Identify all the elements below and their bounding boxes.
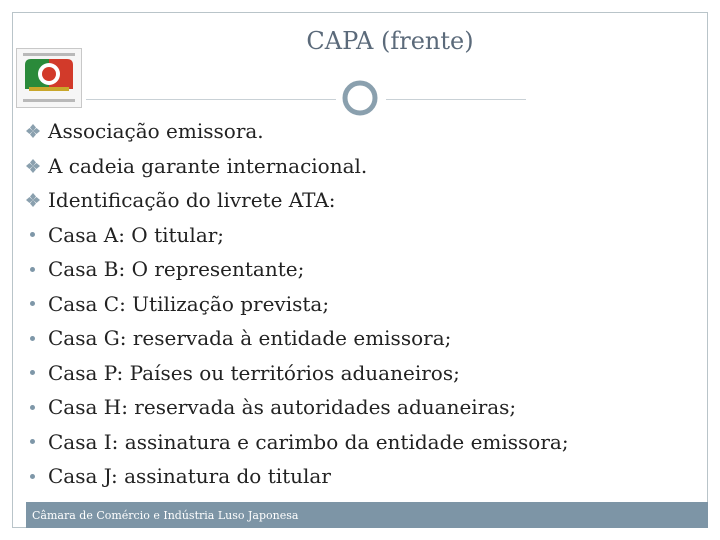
logo-caption-bottom	[23, 99, 75, 102]
list-item	[26, 425, 706, 460]
slide-title: CAPA (frente)	[306, 27, 474, 55]
footer-text: Câmara de Comércio e Indústria Luso Japonesa	[32, 509, 299, 522]
footer-bar	[26, 502, 708, 528]
dot-bullet-icon	[26, 294, 44, 314]
ring-ornament-icon	[340, 78, 380, 118]
list-item-text: Casa I: assinatura e carimbo da entidade emissora;	[48, 429, 569, 454]
list-item	[26, 218, 706, 253]
list-item-text: Casa A: O titular;	[48, 222, 225, 247]
title-rule-right	[386, 99, 526, 100]
chamber-logo	[16, 48, 82, 108]
diamond-bullet-icon	[26, 156, 44, 176]
bullet-list	[26, 114, 706, 494]
list-item-text: Casa G: reservada à entidade emissora;	[48, 326, 452, 351]
title-rule-left	[86, 99, 336, 100]
dot-bullet-icon	[26, 225, 44, 245]
list-item-text: A cadeia garante internacional.	[48, 153, 368, 178]
list-item	[26, 321, 706, 356]
diamond-bullet-icon	[26, 190, 44, 210]
list-item-text: Casa J: assinatura do titular	[48, 464, 331, 489]
dot-bullet-icon	[26, 432, 44, 452]
dot-bullet-icon	[26, 466, 44, 486]
list-item	[26, 287, 706, 322]
dot-bullet-icon	[26, 363, 44, 383]
list-item	[26, 356, 706, 391]
list-item-text: Casa B: O representante;	[48, 257, 305, 282]
logo-emblem-icon	[19, 49, 79, 97]
list-item	[26, 252, 706, 287]
list-item	[26, 114, 706, 149]
list-item-text: Casa P: Países ou territórios aduaneiros;	[48, 360, 460, 385]
dot-bullet-icon	[26, 328, 44, 348]
list-item-text: Identificação do livrete ATA:	[48, 188, 336, 213]
list-item-text: Casa C: Utilização prevista;	[48, 291, 330, 316]
list-item-text: Associação emissora.	[48, 119, 264, 144]
dot-bullet-icon	[26, 259, 44, 279]
list-item	[26, 149, 706, 184]
list-item	[26, 390, 706, 425]
diamond-bullet-icon	[26, 121, 44, 141]
dot-bullet-icon	[26, 397, 44, 417]
list-item	[26, 459, 706, 494]
list-item	[26, 183, 706, 218]
list-item-text: Casa H: reservada às autoridades aduaneiras;	[48, 395, 517, 420]
